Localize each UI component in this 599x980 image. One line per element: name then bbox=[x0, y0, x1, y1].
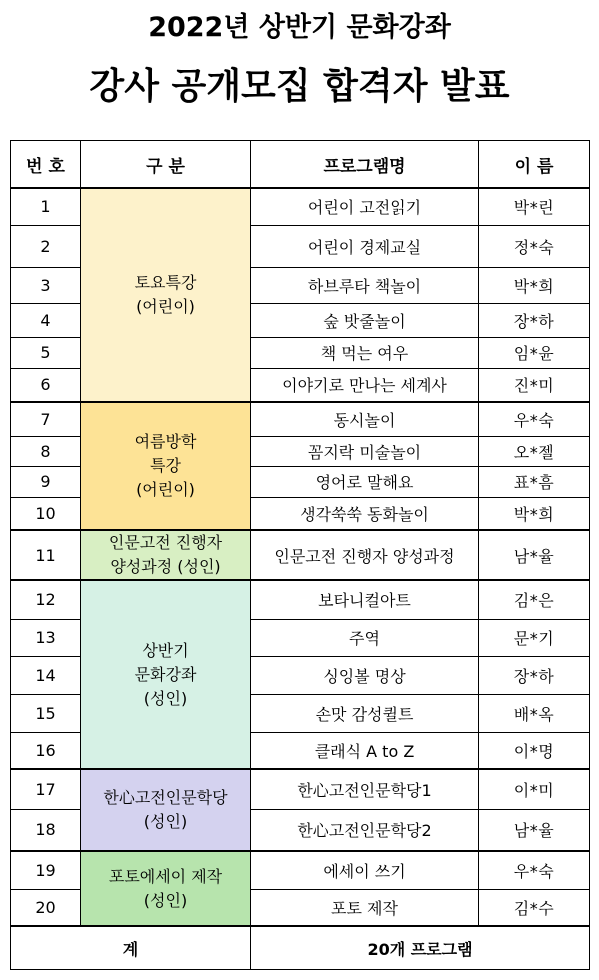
category-line: 포토에세이 제작 bbox=[108, 866, 223, 886]
program-name: 꼼지락 미술놀이 bbox=[251, 436, 479, 466]
category-line: 특강 bbox=[150, 456, 181, 475]
program-name: 손맛 감성퀼트 bbox=[251, 694, 479, 732]
table-row bbox=[11, 769, 590, 809]
results-table bbox=[10, 140, 590, 970]
category-line: 여름방학 bbox=[134, 432, 197, 451]
instructor-name: 박*희 bbox=[479, 497, 590, 530]
total-row bbox=[11, 926, 590, 970]
row-number: 6 bbox=[11, 368, 81, 402]
instructor-name: 남*율 bbox=[479, 809, 590, 851]
instructor-name: 정*숙 bbox=[479, 225, 590, 267]
instructor-name: 김*은 bbox=[479, 580, 590, 619]
table-row bbox=[11, 188, 590, 225]
program-name: 어린이 경제교실 bbox=[251, 225, 479, 267]
row-number: 14 bbox=[11, 656, 81, 694]
program-name: 클래식 A to Z bbox=[251, 732, 479, 769]
instructor-name: 임*윤 bbox=[479, 337, 590, 368]
instructor-name: 김*수 bbox=[479, 889, 590, 926]
total-label: 계 bbox=[11, 926, 251, 970]
category-line: 상반기 bbox=[142, 640, 189, 660]
row-number: 3 bbox=[11, 267, 81, 303]
category-cell-summer bbox=[81, 402, 251, 530]
row-number: 9 bbox=[11, 466, 81, 497]
row-number: 2 bbox=[11, 225, 81, 267]
program-name: 보타니컬아트 bbox=[251, 580, 479, 619]
header-no: 번 호 bbox=[11, 141, 81, 189]
row-number: 16 bbox=[11, 732, 81, 769]
category-cell-saturday bbox=[81, 188, 251, 402]
instructor-name: 진*미 bbox=[479, 368, 590, 402]
program-name: 포토 제작 bbox=[251, 889, 479, 926]
row-number: 17 bbox=[11, 769, 81, 809]
program-name: 에세이 쓰기 bbox=[251, 851, 479, 889]
category-cell-humanities bbox=[81, 530, 251, 580]
row-number: 11 bbox=[11, 530, 81, 580]
instructor-name: 이*명 bbox=[479, 732, 590, 769]
category-cell-photo bbox=[81, 851, 251, 926]
instructor-name: 우*숙 bbox=[479, 851, 590, 889]
row-number: 8 bbox=[11, 436, 81, 466]
program-name: 하브루타 책놀이 bbox=[251, 267, 479, 303]
program-name: 한心고전인문학당2 bbox=[251, 809, 479, 851]
row-number: 15 bbox=[11, 694, 81, 732]
instructor-name: 표*흠 bbox=[479, 466, 590, 497]
category-line: 문화강좌 bbox=[134, 664, 197, 684]
row-number: 19 bbox=[11, 851, 81, 889]
program-name: 어린이 고전읽기 bbox=[251, 188, 479, 225]
program-name: 이야기로 만나는 세계사 bbox=[251, 368, 479, 402]
instructor-name: 배*옥 bbox=[479, 694, 590, 732]
row-number: 1 bbox=[11, 188, 81, 225]
row-number: 4 bbox=[11, 303, 81, 337]
page-title-line2: 강사 공개모집 합격자 발표 bbox=[89, 66, 510, 107]
table-row bbox=[11, 530, 590, 580]
instructor-name: 박*희 bbox=[479, 267, 590, 303]
program-name: 생각쑥쑥 동화놀이 bbox=[251, 497, 479, 530]
category-line: 양성과정 (성인) bbox=[110, 557, 221, 576]
category-cell-culture bbox=[81, 580, 251, 769]
instructor-name: 남*율 bbox=[479, 530, 590, 580]
program-name: 영어로 말해요 bbox=[251, 466, 479, 497]
row-number: 10 bbox=[11, 497, 81, 530]
category-line: (성인) bbox=[143, 812, 188, 831]
row-number: 20 bbox=[11, 889, 81, 926]
row-number: 5 bbox=[11, 337, 81, 368]
header-name: 이 름 bbox=[479, 141, 590, 189]
category-line: (어린이) bbox=[136, 480, 195, 499]
category-line: (어린이) bbox=[136, 297, 195, 316]
instructor-name: 이*미 bbox=[479, 769, 590, 809]
instructor-name: 박*린 bbox=[479, 188, 590, 225]
category-line: 한心고전인문학당 bbox=[103, 788, 228, 807]
category-line: 인문고전 진행자 bbox=[108, 533, 223, 552]
instructor-name: 오*젤 bbox=[479, 436, 590, 466]
table-row bbox=[11, 580, 590, 619]
row-number: 18 bbox=[11, 809, 81, 851]
table-row bbox=[11, 402, 590, 436]
program-name: 숲 밧줄놀이 bbox=[251, 303, 479, 337]
row-number: 13 bbox=[11, 619, 81, 656]
row-number: 7 bbox=[11, 402, 81, 436]
program-name: 인문고전 진행자 양성과정 bbox=[251, 530, 479, 580]
category-line: (성인) bbox=[143, 688, 188, 708]
instructor-name: 우*숙 bbox=[479, 402, 590, 436]
category-cell-hansim bbox=[81, 769, 251, 851]
program-name: 동시놀이 bbox=[251, 402, 479, 436]
total-value: 20개 프로그램 bbox=[251, 926, 590, 970]
program-name: 싱잉볼 명상 bbox=[251, 656, 479, 694]
category-line: 토요특강 bbox=[134, 273, 197, 292]
table-row bbox=[11, 851, 590, 889]
instructor-name: 문*기 bbox=[479, 619, 590, 656]
page-title-line1: 2022년 상반기 문화강좌 bbox=[148, 12, 451, 43]
program-name: 한心고전인문학당1 bbox=[251, 769, 479, 809]
program-name: 책 먹는 여우 bbox=[251, 337, 479, 368]
row-number: 12 bbox=[11, 580, 81, 619]
instructor-name: 장*하 bbox=[479, 303, 590, 337]
category-line: (성인) bbox=[143, 890, 188, 910]
program-name: 주역 bbox=[251, 619, 479, 656]
table-header-row bbox=[11, 141, 590, 189]
instructor-name: 장*하 bbox=[479, 656, 590, 694]
header-category: 구 분 bbox=[81, 141, 251, 189]
header-program: 프로그램명 bbox=[251, 141, 479, 189]
